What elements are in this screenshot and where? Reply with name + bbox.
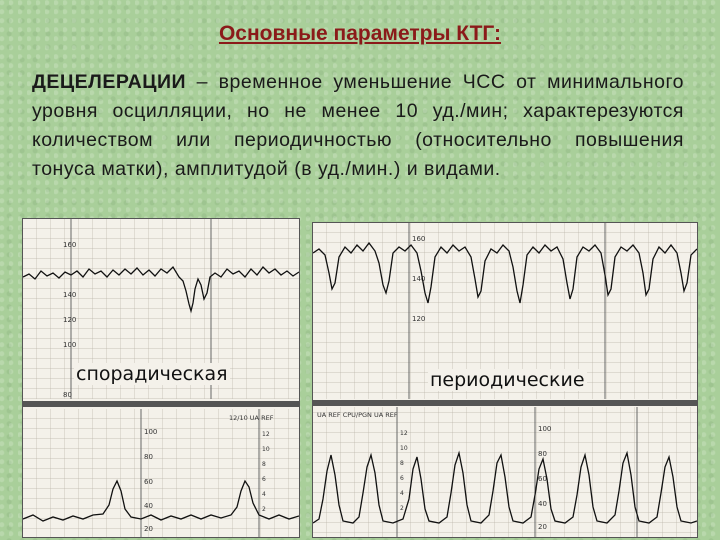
uc-scale-tick: 12: [400, 430, 408, 437]
uc-scale-tick: 2: [400, 505, 404, 512]
chart-header-label: 12/10 UA REF: [229, 414, 274, 422]
uc-scale-tick: 6: [400, 475, 404, 482]
uc-scale-tick: 8: [400, 460, 404, 467]
fhr-tick: 160: [63, 241, 77, 249]
fhr-tick: 120: [412, 315, 426, 323]
chart-header-label: UA REF CPU/PGN UA REF: [317, 411, 398, 419]
fhr-tick: 120: [63, 316, 77, 324]
fhr-tick: 140: [63, 291, 77, 299]
slide-title: Основные параметры КТГ:: [218, 22, 502, 45]
fhr-tick: 80: [63, 391, 72, 399]
uc-tick: 20: [144, 525, 153, 533]
fhr-tick: 140: [412, 275, 426, 283]
uc-scale-tick: 4: [262, 491, 266, 498]
uc-tick: 100: [144, 428, 158, 436]
uc-scale-tick: 2: [262, 506, 266, 513]
uc-scale-tick: 4: [400, 490, 404, 497]
term-decelerations: ДЕЦЕЛЕРАЦИИ: [32, 71, 186, 93]
uc-tick: 100: [538, 425, 552, 433]
uc-tick: 20: [538, 523, 547, 531]
definition-text: – временное уменьшение ЧСС от минимального уровня осцилляции, но не менее 10 уд./мин; характерезуются количеством или периодичностью (относительно повышения тонуса матки), амплитудой (в уд./мин.) и видами.: [32, 71, 684, 180]
uc-scale-tick: 10: [400, 445, 408, 452]
uc-scale-tick: 6: [262, 476, 266, 483]
fhr-tick: 100: [63, 341, 77, 349]
uc-tick: 80: [144, 453, 153, 461]
uc-scale-tick: 12: [262, 431, 270, 438]
uc-tick: 60: [144, 478, 153, 486]
uc-tick: 40: [538, 500, 547, 508]
uc-tick: 80: [538, 450, 547, 458]
fhr-tick: 160: [412, 235, 426, 243]
caption-periodic: периодические: [430, 369, 585, 391]
caption-sporadic: спорадическая: [76, 363, 228, 385]
uc-scale-tick: 10: [262, 446, 270, 453]
uc-tick: 40: [144, 502, 153, 510]
uc-tick: 60: [538, 475, 547, 483]
uc-scale-tick: 8: [262, 461, 266, 468]
definition-paragraph: [32, 68, 684, 184]
